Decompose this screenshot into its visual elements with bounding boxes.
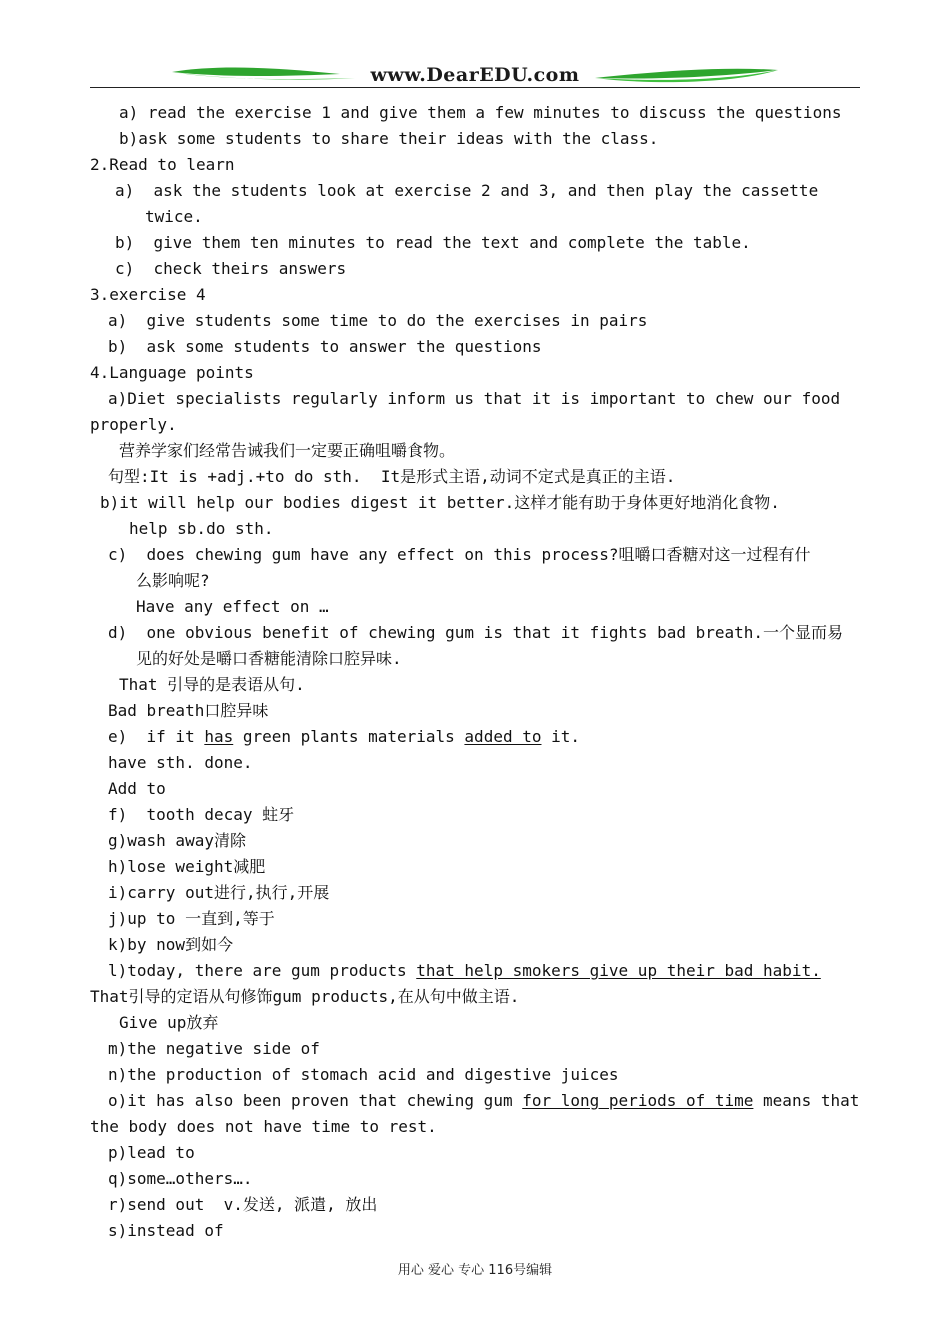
body-line: i)carry out进行,执行,开展 <box>108 883 330 902</box>
line-text: green plants materials <box>233 727 465 746</box>
body-line: b)ask some students to share their ideas with the class. <box>119 129 659 148</box>
body-line: 营养学家们经常告诫我们一定要正确咀嚼食物。 <box>119 441 456 460</box>
body-line: Bad breath口腔异味 <box>108 701 269 720</box>
body-line: m)the negative side of <box>108 1039 320 1058</box>
body-line <box>108 727 580 747</box>
header-rule <box>90 87 860 88</box>
body-line <box>108 1091 859 1111</box>
body-line <box>108 961 821 981</box>
body-line: c) does chewing gum have any effect on this process?咀嚼口香糖对这一过程有什 <box>108 545 811 564</box>
body-line: twice. <box>145 207 203 226</box>
body-line: 见的好处是嚼口香糖能清除口腔异味. <box>136 649 402 668</box>
body-line: help sb.do sth. <box>129 519 274 538</box>
body-line: 2.Read to learn <box>90 155 235 174</box>
body-line: properly. <box>90 415 177 434</box>
underlined-text: for long periods of time <box>522 1091 754 1110</box>
body-line: b) give them ten minutes to read the text and complete the table. <box>115 233 751 252</box>
body-line: r)send out v.发送, 派遣, 放出 <box>108 1195 378 1214</box>
body-line: 么影响呢? <box>136 571 210 590</box>
body-line: That 引导的是表语从句. <box>119 675 305 694</box>
body-line: a) read the exercise 1 and give them a few minutes to discuss the questions <box>119 103 842 122</box>
body-line: c) check theirs answers <box>115 259 347 278</box>
underlined-text: that help smokers give up their bad habit. <box>416 961 821 980</box>
body-line: 4.Language points <box>90 363 254 382</box>
underlined-text: has <box>204 727 234 746</box>
body-line: f) tooth decay 蛀牙 <box>108 805 295 824</box>
body-line: j)up to 一直到,等于 <box>108 909 275 928</box>
site-url: www.DearEDU.com <box>370 64 580 86</box>
body-line: a) ask the students look at exercise 2 and 3, and then play the cassette <box>115 181 819 200</box>
body-line: p)lead to <box>108 1143 195 1162</box>
page-footer: 用心 爱心 专心 116号编辑 <box>397 1263 553 1278</box>
body-line: k)by now到如今 <box>108 935 234 954</box>
body-line: 句型:It is +adj.+to do sth. It是形式主语,动词不定式是真正的主语. <box>108 467 676 486</box>
underlined-text: added to <box>464 727 542 746</box>
body-line: a) give students some time to do the exercises in pairs <box>108 311 648 330</box>
line-text: means that <box>753 1091 860 1110</box>
body-line: Give up放弃 <box>119 1013 219 1032</box>
line-text: o)it has also been proven that chewing gum <box>108 1091 523 1110</box>
body-line: q)some…others…. <box>108 1169 253 1188</box>
body-line: n)the production of stomach acid and digestive juices <box>108 1065 619 1084</box>
body-line: have sth. done. <box>108 753 253 772</box>
body-line: 3.exercise 4 <box>90 285 206 304</box>
body-line: b)it will help our bodies digest it better.这样才能有助于身体更好地消化食物. <box>100 493 780 512</box>
line-text: e) if it <box>108 727 205 746</box>
body-line: Have any effect on … <box>136 597 329 616</box>
body-line: s)instead of <box>108 1221 224 1240</box>
line-text: it. <box>541 727 581 746</box>
body-line: g)wash away清除 <box>108 831 246 850</box>
body-line: d) one obvious benefit of chewing gum is that it fights bad breath.一个显而易 <box>108 623 844 642</box>
body-line: b) ask some students to answer the questions <box>108 337 542 356</box>
line-text: l)today, there are gum products <box>108 961 417 980</box>
body-line: That引导的定语从句修饰gum products,在从句中做主语. <box>90 987 520 1006</box>
body-line: a)Diet specialists regularly inform us that it is important to chew our food <box>108 389 841 408</box>
body-line: the body does not have time to rest. <box>90 1117 437 1136</box>
body-line: h)lose weight减肥 <box>108 857 266 876</box>
body-line: Add to <box>108 779 166 798</box>
